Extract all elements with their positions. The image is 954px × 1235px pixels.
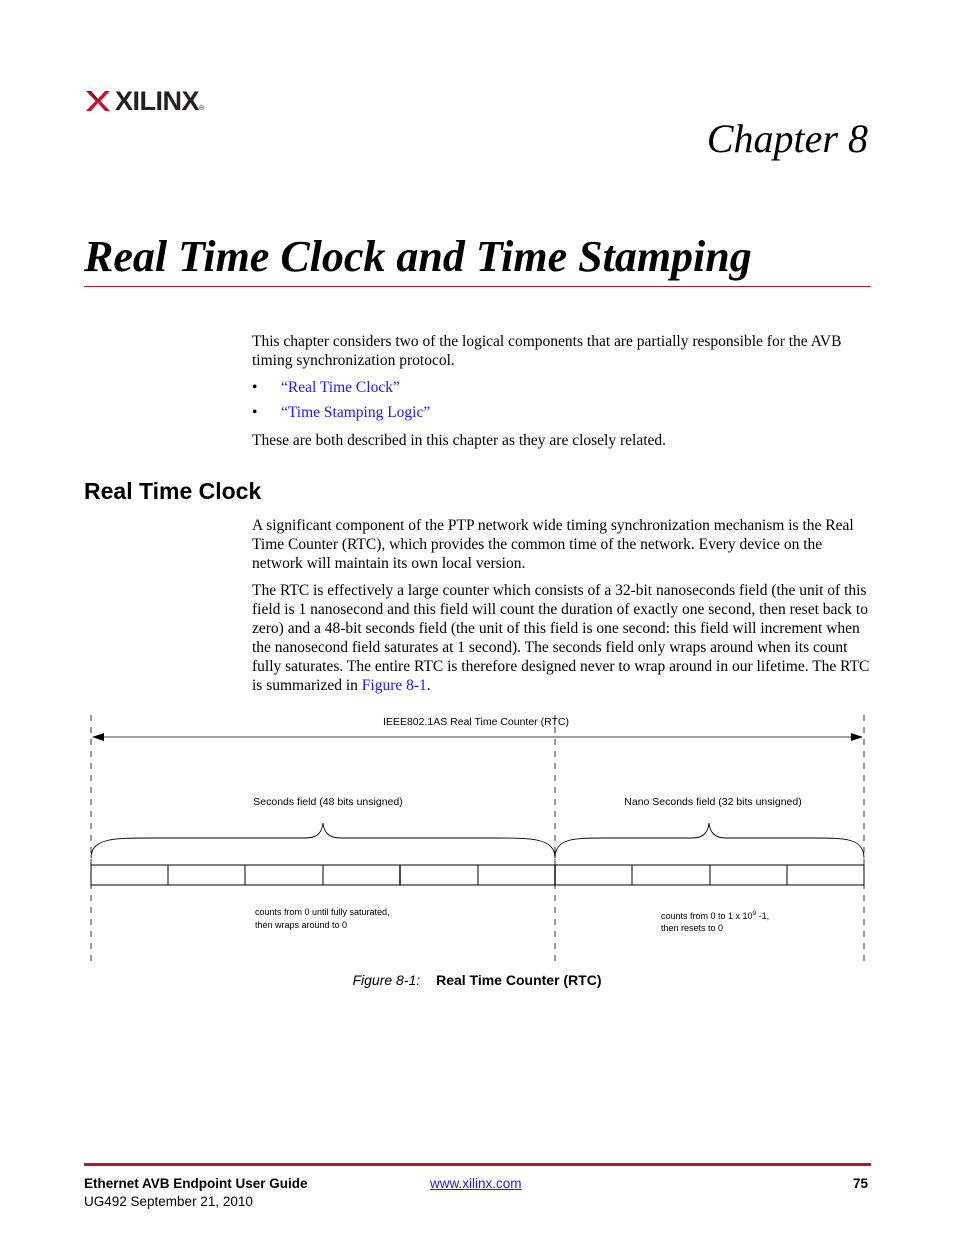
seconds-note-line-1: counts from 0 until fully saturated, bbox=[255, 907, 390, 917]
nano-note-part-a: counts from 0 to 1 x 10 bbox=[661, 911, 753, 921]
footer-doc-id: UG492 September 21, 2010 bbox=[84, 1194, 253, 1209]
figure-caption bbox=[0, 970, 954, 990]
caption-label: Figure 8-1: bbox=[352, 972, 421, 988]
section-heading: Real Time Clock bbox=[84, 478, 262, 504]
section-paragraph-2 bbox=[252, 581, 872, 695]
logo-registered-mark: ® bbox=[199, 105, 205, 112]
footer-rule bbox=[84, 1163, 871, 1166]
chapter-label: Chapter 8 bbox=[706, 116, 868, 161]
bullet-dot: • bbox=[252, 404, 258, 421]
seconds-field-label: Seconds field (48 bits unsigned) bbox=[253, 796, 403, 808]
link-time-stamping-logic[interactable]: “Time Stamping Logic” bbox=[281, 404, 431, 421]
caption-title: Real Time Counter (RTC) bbox=[436, 972, 602, 988]
footer-doc-info bbox=[84, 1175, 308, 1211]
bullet-dot: • bbox=[252, 379, 258, 396]
page-title: Real Time Clock and Time Stamping bbox=[84, 232, 752, 281]
section-paragraph-1: A significant component of the PTP network wide timing synchronization mechanism is the Real Time Counter (RTC), which provides the common time of the network. Every device on the network will maintain its own local version. bbox=[252, 517, 854, 572]
nano-field-label: Nano Seconds field (32 bits unsigned) bbox=[624, 796, 802, 808]
nano-note-line-1 bbox=[661, 910, 769, 921]
nano-note-exponent: 9 bbox=[752, 910, 757, 917]
section-paragraph-2-text: The RTC is effectively a large counter which consists of a 32-bit nanoseconds field (the unit of this field is 1 nanosecond and this field will count the duration of exactly one second, then reset back to zero) and a 48-bit seconds field (the unit of this field is one second: this field will increment when the nanosecond field saturates at 1 second). The seconds field only wraps around when its count fully saturates. The entire RTC is therefore designed never to wrap around in our lifetime. The RTC is summarized in bbox=[252, 582, 870, 694]
arrow-right-head bbox=[851, 733, 863, 741]
logo-text: XILINX bbox=[115, 86, 200, 116]
nano-brace bbox=[555, 823, 864, 858]
xilinx-logo bbox=[86, 86, 204, 116]
footer-url-link[interactable]: www.xilinx.com bbox=[430, 1176, 522, 1191]
nano-note-line-2: then resets to 0 bbox=[661, 923, 724, 933]
rtc-diagram bbox=[0, 700, 954, 965]
rtc-label: IEEE802.1AS Real Time Counter (RTC) bbox=[383, 716, 569, 728]
section-paragraph-2-end: . bbox=[426, 677, 431, 694]
arrow-left-head bbox=[92, 733, 104, 741]
nano-note-part-b: -1, bbox=[756, 911, 770, 921]
footer-guide-title: Ethernet AVB Endpoint User Guide bbox=[84, 1176, 308, 1191]
page-number: 75 bbox=[852, 1176, 868, 1191]
seconds-brace bbox=[91, 823, 555, 858]
xilinx-logo-icon bbox=[86, 89, 110, 113]
intro-closing: These are both described in this chapter as they are closely related. bbox=[252, 432, 667, 449]
link-real-time-clock[interactable]: “Real Time Clock” bbox=[281, 379, 400, 396]
title-rule bbox=[84, 286, 871, 287]
figure-link[interactable]: Figure 8-1 bbox=[361, 677, 427, 694]
seconds-note-line-2: then wraps around to 0 bbox=[255, 920, 348, 930]
intro-paragraph: This chapter considers two of the logical components that are partially responsible for the AVB timing synchronization protocol. bbox=[252, 333, 842, 369]
